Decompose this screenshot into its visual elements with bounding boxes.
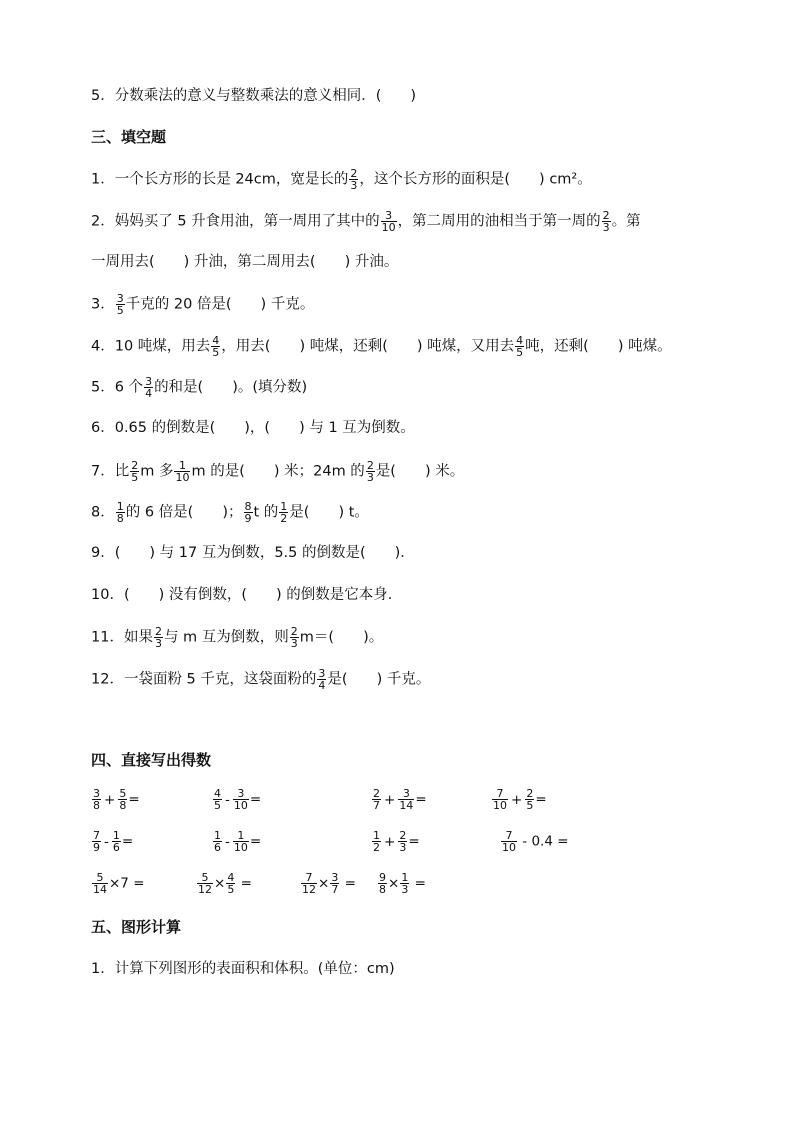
- fraction: $\frac{2}{3}$: [602, 209, 610, 234]
- fraction: $\frac{3}{4}$: [318, 667, 326, 692]
- fraction: $\frac{2}{5}$: [131, 459, 139, 484]
- question-text: m 的是( ) 米；24m 的: [191, 463, 365, 480]
- question-text: 11．如果: [91, 629, 153, 646]
- fill-question-2-line2: 一周用去( ) 升油，第二周用去( ) 升油。: [91, 254, 399, 270]
- question-text: 是( ) 千克。: [327, 671, 431, 688]
- question-text: ，这个长方形的面积是( ) cm²。: [359, 171, 592, 188]
- fill-question-10: 10．( ) 没有倒数，( ) 的倒数是它本身．: [91, 587, 403, 603]
- calc-item: $\frac{2}{7}$ + $\frac{3}{14}$ =: [373, 787, 427, 812]
- fraction: $\frac{1}{10}$: [175, 459, 190, 484]
- fraction: $\frac{1}{2}$: [280, 500, 288, 525]
- fraction: $\frac{2}{3}$: [350, 167, 358, 192]
- question-text: 4．10 吨煤，用去: [91, 338, 211, 355]
- question-text: t 的: [253, 504, 279, 521]
- fill-question-3: [91, 293, 314, 316]
- section-5-title: 五、图形计算: [91, 918, 182, 936]
- fill-question-6: 6．0.65 的倒数是( )，( ) 与 1 互为倒数。: [91, 420, 415, 436]
- question-text: 与 m 互为倒数，则: [163, 629, 289, 646]
- calc-item: $\frac{3}{8}$ + $\frac{5}{8}$ =: [93, 787, 140, 812]
- question-text: m 多: [140, 463, 174, 480]
- question-text: 1．一个长方形的长是 24cm，宽是长的: [91, 171, 349, 188]
- fill-question-9: 9．( ) 与 17 互为倒数，5.5 的倒数是( )．: [91, 545, 415, 561]
- fraction: $\frac{8}{9}$: [244, 500, 252, 525]
- fill-question-8: [91, 501, 369, 524]
- calc-item: $\frac{9}{8}$ × $\frac{1}{3}$ =: [379, 871, 426, 896]
- fill-question-1: [91, 168, 592, 191]
- question-text: 吨，还剩( ) 吨煤。: [525, 338, 672, 355]
- section-4-title: 四、直接写出得数: [91, 751, 212, 769]
- fraction: $\frac{1}{8}$: [116, 500, 124, 525]
- question-text: 5．6 个: [91, 379, 144, 396]
- fraction: $\frac{3}{5}$: [116, 292, 124, 317]
- question-text: 。第: [611, 213, 641, 230]
- question-text: ，第二周用的油相当于第一周的: [397, 213, 601, 230]
- question-text: 是( ) 米。: [375, 463, 465, 480]
- true-false-question-5: 5．分数乘法的意义与整数乘法的意义相同．( ): [91, 88, 417, 104]
- fraction: $\frac{4}{5}$: [516, 334, 524, 359]
- section-3-title: 三、填空题: [91, 128, 167, 146]
- calc-item: $\frac{5}{12}$ × $\frac{4}{5}$ =: [198, 871, 252, 896]
- question-text: 2．妈妈买了 5 升食用油，第一周用了其中的: [91, 213, 380, 230]
- question-text: 8．: [91, 504, 115, 521]
- calc-item: $\frac{1}{6}$ - $\frac{1}{10}$ =: [214, 829, 262, 854]
- fill-question-2: [91, 210, 641, 233]
- question-text: 12．一袋面粉 5 千克，这袋面粉的: [91, 671, 317, 688]
- question-text: 的和是( )。(填分数): [154, 379, 308, 396]
- fraction: $\frac{3}{10}$: [381, 209, 396, 234]
- fill-question-11: [91, 626, 383, 649]
- question-text: 的 6 倍是( )；: [125, 504, 243, 521]
- question-text: ，用去( ) 吨煤，还剩( ) 吨煤，又用去: [221, 338, 515, 355]
- fraction: $\frac{4}{5}$: [212, 334, 220, 359]
- fill-question-12: [91, 668, 430, 691]
- figure-question-1: 1．计算下列图形的表面积和体积。(单位：cm): [91, 961, 395, 977]
- fraction: $\frac{2}{3}$: [290, 625, 298, 650]
- fill-question-7: [91, 460, 464, 483]
- fill-question-5: [91, 376, 307, 399]
- calc-item: $\frac{7}{10}$ - 0.4 =: [502, 829, 569, 854]
- question-text: m＝( )。: [299, 629, 384, 646]
- question-text: 千克的 20 倍是( ) 千克。: [125, 296, 315, 313]
- fill-question-4: [91, 335, 672, 358]
- calc-item: $\frac{1}{2}$ + $\frac{2}{3}$ =: [373, 829, 420, 854]
- calc-item: $\frac{7}{10}$ + $\frac{2}{5}$ =: [493, 787, 547, 812]
- fraction: $\frac{3}{4}$: [145, 375, 153, 400]
- calc-item: $\frac{7}{12}$ × $\frac{3}{7}$ =: [302, 871, 356, 896]
- question-text: 是( ) t。: [289, 504, 369, 521]
- question-text: 7．比: [91, 463, 130, 480]
- calc-item: $\frac{7}{9}$ - $\frac{1}{6}$ =: [93, 829, 134, 854]
- question-text: 3．: [91, 296, 115, 313]
- calc-item: $\frac{5}{14}$ ×7 =: [93, 871, 145, 896]
- calc-item: $\frac{4}{5}$ - $\frac{3}{10}$ =: [214, 787, 262, 812]
- fraction: $\frac{2}{3}$: [154, 625, 162, 650]
- fraction: $\frac{2}{3}$: [366, 459, 374, 484]
